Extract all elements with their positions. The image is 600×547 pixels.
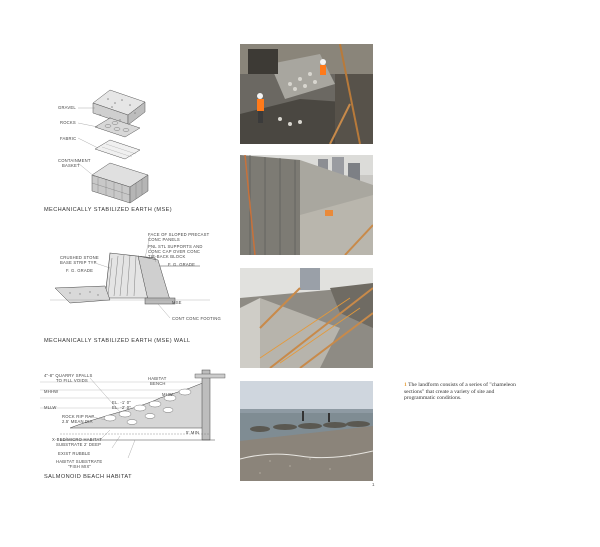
substrate-label-line1: X-BED/MICRO HABITAT: [52, 437, 102, 442]
supports-label-line3: TIE-BACK BLOCK: [148, 254, 186, 259]
gravel-layer: [93, 90, 145, 125]
supports-label-line2: CONC CAP OVER CONC: [148, 249, 201, 254]
elevation-label-line1: EL. -1' 0": [112, 400, 131, 405]
fish-label-line1: HABITAT SUBSTRATE: [56, 459, 103, 464]
riprap-label-line1: ROCK RIP RAP: [62, 414, 95, 419]
rubble-label: EXIST RUBBLE: [58, 451, 91, 456]
beach-habitat-photo: [240, 381, 373, 481]
fg-grade-right-label: F. G. GRADE: [168, 262, 196, 267]
containment-label-line2: BASKET: [62, 163, 80, 168]
fish-label-line2: "FISH MIX": [68, 464, 92, 469]
riprap-label-line2: 2.5' MEAN DIA: [62, 419, 93, 424]
fabric-label: FABRIC: [60, 136, 77, 141]
face-label-line1: FACE OF SLOPED PRECAST: [148, 232, 210, 237]
mhw-label: MHW: [162, 392, 174, 397]
mse-wall-photo: [240, 155, 373, 255]
fabric-layer: [95, 140, 140, 159]
sloped-wall-photo: [240, 268, 373, 368]
containment-basket: [92, 163, 148, 203]
beach-caption: SALMONOID BEACH HABITAT: [44, 474, 132, 480]
bench-label-line1: HABITAT: [148, 376, 167, 381]
construction-gravel-photo: [240, 44, 373, 144]
crushed-stone-label-line1: CRUSHED STONE: [60, 255, 99, 260]
containment-label-line1: CONTAINMENT: [58, 158, 91, 163]
elevation-label-line2: EL. -2' 0": [112, 405, 131, 410]
rocks-label: ROCKS: [60, 120, 76, 125]
supports-label-line1: PNL STL SUPPORTS AND: [148, 244, 203, 249]
crushed-stone-label-line2: BASE STRIP TYP: [60, 260, 97, 265]
mse-caption: MECHANICALLY STABILIZED EARTH (MSE): [44, 207, 172, 213]
page-number: 1: [372, 482, 375, 487]
footing-label: CONT CONC FOOTING: [172, 316, 221, 321]
bench-label-line2: BENCH: [150, 381, 166, 386]
mse-wall-caption: MECHANICALLY STABILIZED EARTH (MSE) WALL: [44, 338, 191, 344]
quarry-label-line2: TO FILL VOIDS: [56, 378, 88, 383]
mse-wall-diagram: [50, 228, 230, 323]
figure-note: [404, 382, 524, 402]
fg-grade-left-label: F. G. GRADE: [66, 268, 94, 273]
mse-label: MSE: [172, 300, 182, 305]
quarry-label-line1: 4"-8" QUARRY SPALLS: [44, 373, 93, 378]
mhhw-label: MHHW: [44, 389, 59, 394]
min-label: 5' MIN: [186, 430, 200, 435]
gravel-label: GRAVEL: [58, 105, 76, 110]
mse-exploded-diagram: [40, 85, 170, 205]
face-label-line2: CONC PANELS: [148, 237, 180, 242]
note-number: 1: [404, 382, 407, 388]
note-text: The landform consists of a series of "chameleon sections" that create a variety of site and programmatic conditions.: [404, 382, 516, 402]
mllw-label: MLLW: [44, 405, 57, 410]
substrate-label-line2: SUBSTRATE 2' DEEP: [56, 442, 102, 447]
